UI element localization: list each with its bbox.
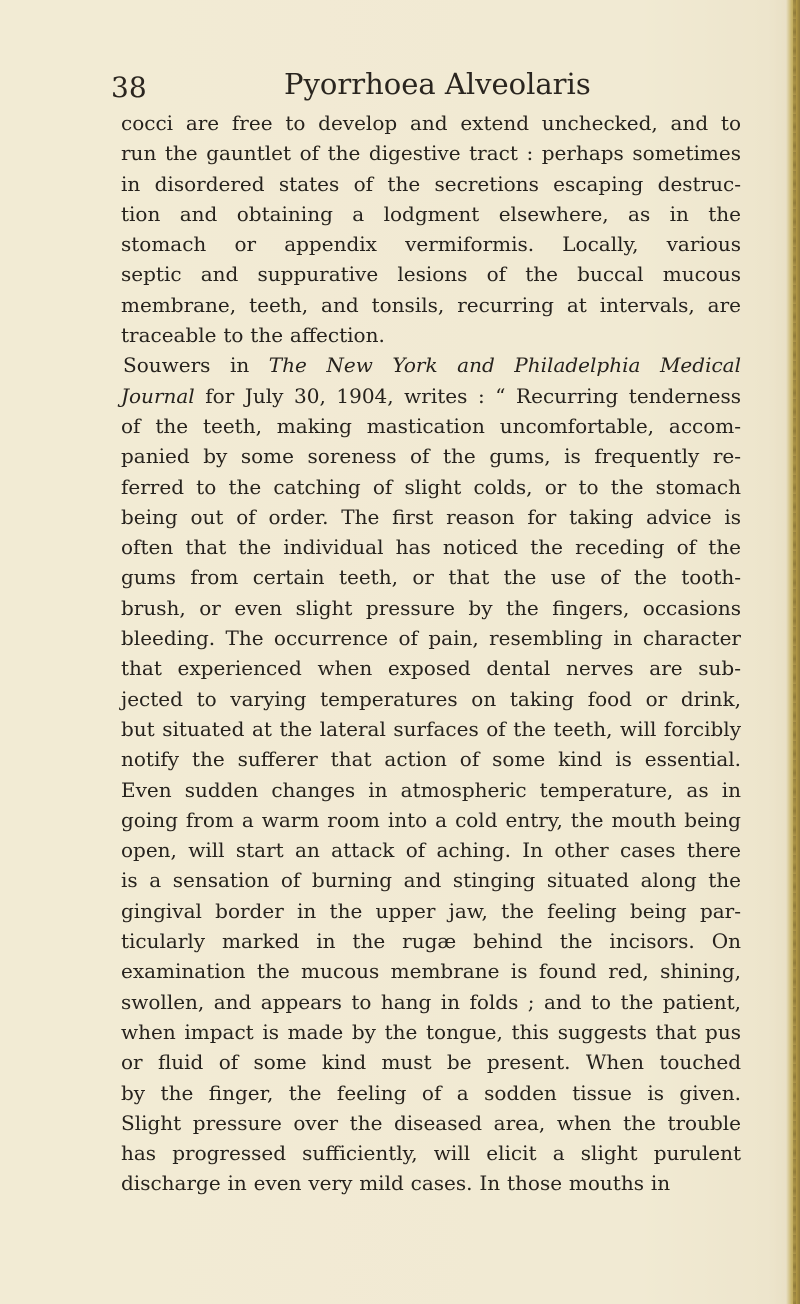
text-line: has progressed sufficiently, will elicit a slight purulent (121, 1141, 741, 1166)
text-line: cocci are free to develop and extend unchecked, and to (121, 111, 741, 135)
text-line: stomach or appendix vermiformis. Locally, various (121, 232, 741, 257)
text-line: jected to varying temperatures on taking food or drink, (121, 686, 741, 711)
text-line: tion and obtaining a lodgment elsewhere, as in the (121, 201, 741, 226)
text-line: notify the sufferer that action of some kind is essential. (121, 747, 741, 772)
text-line: brush, or even slight pressure by the fingers, occasions (121, 595, 741, 620)
text-line: septic and suppurative lesions of the buccal mucous (121, 262, 741, 287)
text-line: being out of order. The first reason for taking advice is (121, 504, 741, 529)
citation-tail: for July 30, 1904, writes : “ Recurring tenderness (194, 383, 741, 408)
text-line: but situated at the lateral surfaces of the teeth, will forcibly (121, 716, 741, 741)
text-line-with-citation (121, 381, 741, 411)
journal-title-italic-cont: Journal (121, 383, 195, 408)
text-line: gingival border in the upper jaw, the feeling being par- (121, 898, 741, 923)
text-line: traceable to the affection. (121, 323, 385, 348)
text-line: panied by some soreness of the gums, is frequently re- (121, 444, 741, 469)
text-line: run the gauntlet of the digestive tract : perhaps sometimes (121, 141, 741, 166)
text-line: when impact is made by the tongue, this suggests that pus (121, 1019, 741, 1044)
text-line: is a sensation of burning and stinging situated along the (121, 868, 741, 893)
text-line: ferred to the catching of slight colds, or to the stomach (121, 474, 741, 499)
text-line: that experienced when exposed dental nerves are sub- (121, 656, 741, 681)
text-line: gums from certain teeth, or that the use of the tooth- (121, 565, 741, 590)
page-number: 38 (111, 71, 147, 104)
text-line: membrane, teeth, and tonsils, recurring at intervals, are (121, 292, 741, 317)
text-line-with-citation (121, 350, 741, 380)
text-line: examination the mucous membrane is found red, shining, (121, 959, 741, 984)
text-line: going from a warm room into a cold entry, the mouth being (121, 807, 741, 832)
text-line: often that the individual has noticed the receding of the (121, 535, 741, 560)
running-title: Pyorrhoea Alveolaris (284, 67, 591, 101)
text-line: of the teeth, making mastication uncomfortable, accom- (121, 413, 741, 438)
text-line: bleeding. The occurrence of pain, resembling in character (121, 626, 741, 651)
text-line: open, will start an attack of aching. In other cases there (121, 838, 741, 863)
text-line: Slight pressure over the diseased area, when the trouble (121, 1110, 741, 1135)
text-line: by the finger, the feeling of a sodden tissue is given. (121, 1080, 741, 1105)
journal-title-italic: The New York and Philadelphia Medical (268, 353, 741, 378)
text-line: ticularly marked in the rugæ behind the incisors. On (121, 929, 741, 954)
page-edge-gilt (793, 0, 796, 1304)
text-line: or fluid of some kind must be present. When touched (121, 1050, 741, 1075)
text-line: swollen, and appears to hang in folds ; and to the patient, (121, 989, 741, 1014)
text-line: in disordered states of the secretions escaping destruc- (121, 171, 741, 196)
body-text (121, 108, 741, 1199)
text-line: discharge in even very mild cases. In those mouths in (121, 1171, 671, 1196)
citation-lead: Souwers in (123, 353, 269, 378)
text-line: Even sudden changes in atmospheric temperature, as in (121, 777, 741, 802)
